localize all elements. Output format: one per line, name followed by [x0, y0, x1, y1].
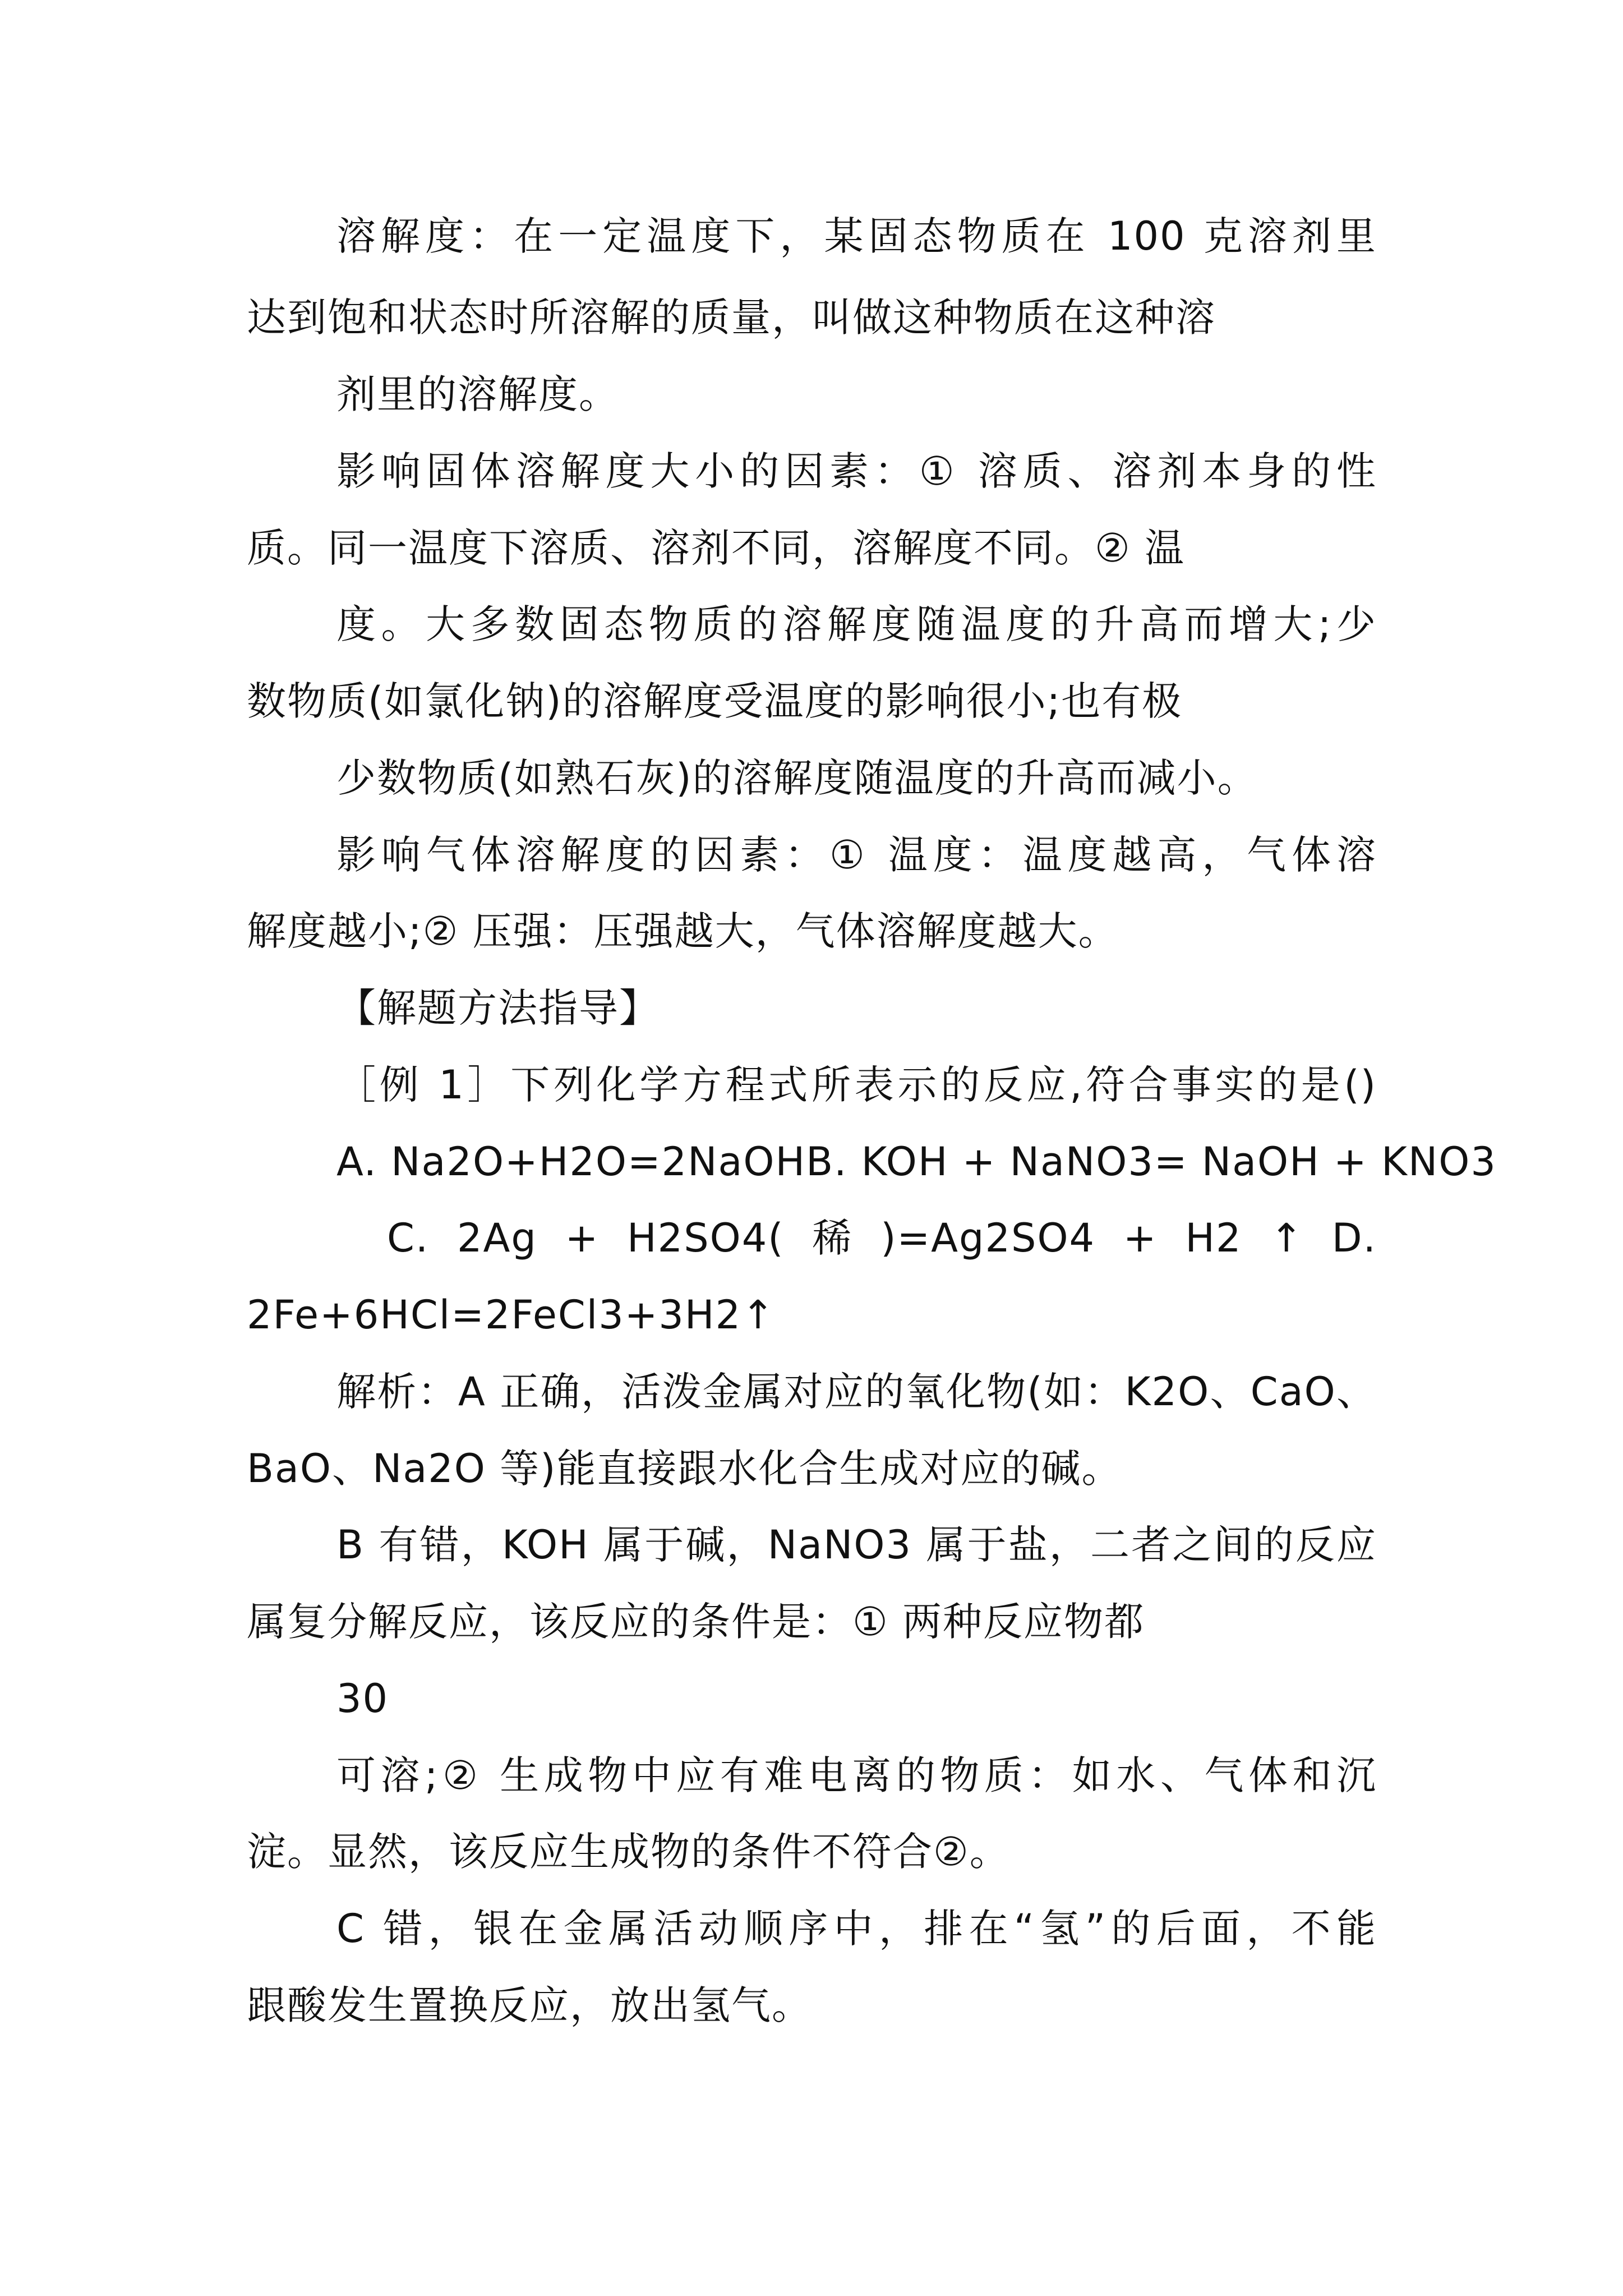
paragraph-line: 少数物质(如熟石灰)的溶解度随温度的升高而减小。	[336, 755, 1258, 801]
paragraph-line: 跟酸发生置换反应，放出氢气。	[247, 1982, 812, 2028]
eq-part: )=Ag2SO4	[880, 1215, 1096, 1261]
eq-part: H2SO4(	[627, 1215, 785, 1261]
example-question: ［例 1］下列化学方程式所表示的反应,符合事实的是()	[336, 1062, 1377, 1108]
paragraph-line: 度。大多数固态物质的溶解度随温度的升高而增大;少	[336, 601, 1377, 647]
eq-part: 2Ag	[457, 1215, 537, 1261]
paragraph-line: 淀。显然，该反应生成物的条件不符合②。	[247, 1829, 1010, 1875]
paragraph-line: 属复分解反应，该反应的条件是：① 两种反应物都	[247, 1599, 1145, 1645]
paragraph-line: 解度越小;② 压强：压强越大，气体溶解度越大。	[247, 908, 1119, 954]
paragraph-line: 达到饱和状态时所溶解的质量，叫做这种物质在这种溶	[247, 295, 1216, 341]
eq-part: D.	[1331, 1215, 1377, 1261]
eq-part: +	[565, 1215, 600, 1261]
eq-part: H2	[1185, 1215, 1242, 1261]
eq-part: ↑	[1270, 1215, 1304, 1261]
paragraph-line: 影响固体溶解度大小的因素：① 溶质、溶剂本身的性	[336, 448, 1377, 494]
paragraph-line: 质。同一温度下溶质、溶剂不同，溶解度不同。② 温	[247, 525, 1186, 571]
paragraph-line: 解析：A 正确，活泼金属对应的氧化物(如：K2O、CaO、	[336, 1369, 1377, 1415]
paragraph-line: 剂里的溶解度。	[336, 371, 619, 417]
paragraph-line: 数物质(如氯化钠)的溶解度受温度的影响很小;也有极	[247, 678, 1183, 724]
eq-part: C.	[387, 1215, 430, 1261]
eq-part: 稀	[812, 1215, 853, 1261]
paragraph-line: C 错，银在金属活动顺序中，排在“氢”的后面，不能	[336, 1906, 1377, 1952]
choice-d-equation: 2Fe+6HCl=2FeCl3+3H2↑	[247, 1292, 776, 1338]
section-heading: 【解题方法指导】	[336, 985, 660, 1031]
paragraph-line: 影响气体溶解度的因素：① 温度：温度越高，气体溶	[336, 832, 1377, 878]
paragraph-line: 可溶;② 生成物中应有难电离的物质：如水、气体和沉	[336, 1752, 1377, 1798]
choice-a-b: A. Na2O+H2O=2NaOHB. KOH + NaNO3= NaOH + KNO3	[336, 1139, 1497, 1185]
paragraph-line: BaO、Na2O 等)能直接跟水化合生成对应的碱。	[247, 1446, 1122, 1492]
choice-c-d	[387, 1213, 1377, 1263]
paragraph-line: B 有错，KOH 属于碱，NaNO3 属于盐，二者之间的反应	[336, 1522, 1377, 1568]
paragraph-line: 溶解度：在一定温度下，某固态物质在 100 克溶剂里	[336, 213, 1377, 259]
page-number: 30	[336, 1676, 389, 1722]
eq-part: +	[1123, 1215, 1158, 1261]
